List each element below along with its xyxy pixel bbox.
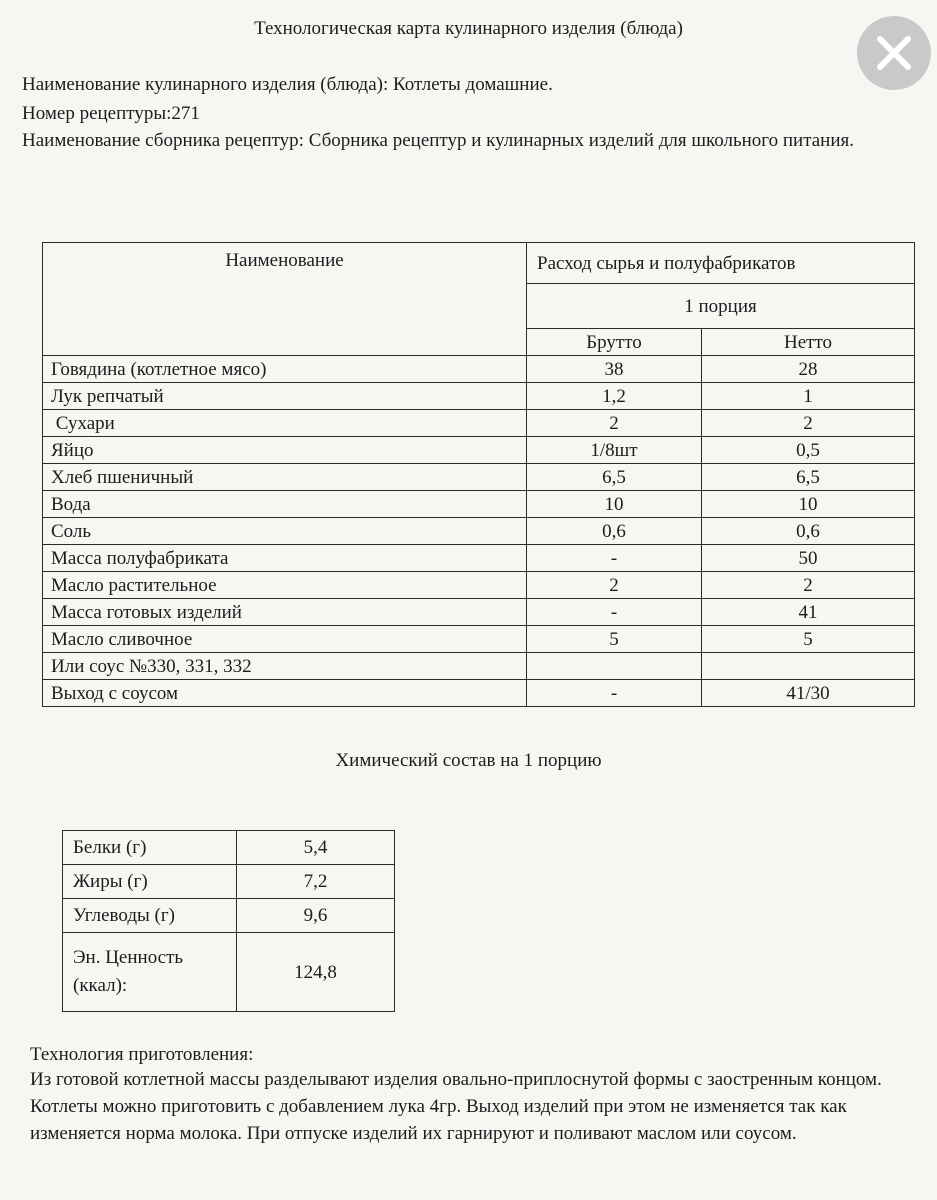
header-netto: Нетто (702, 329, 915, 356)
table-row (43, 680, 915, 707)
technology-heading: Технология приготовления: (30, 1044, 254, 1065)
brutto-value: 5 (527, 626, 702, 653)
table-row (63, 865, 395, 899)
header-portion: 1 порция (527, 284, 915, 329)
table-row (63, 831, 395, 865)
header-name: Наименование (43, 243, 527, 356)
dish-name-line: Наименование кулинарного изделия (блюда): Котлеты домашние. (22, 74, 553, 95)
header-brutto: Брутто (527, 329, 702, 356)
ingredient-name: Масса полуфабриката (43, 545, 527, 572)
energy-label (63, 933, 237, 1012)
table-row (43, 626, 915, 653)
ingredient-name: Масло растительное (43, 572, 527, 599)
table-row (43, 383, 915, 410)
document-title: Технологическая карта кулинарного изделия (блюда) (254, 18, 683, 39)
nutrient-value: 7,2 (237, 865, 395, 899)
table-row (63, 899, 395, 933)
energy-label-line2: (ккал): (73, 975, 128, 996)
brutto-value: 38 (527, 356, 702, 383)
ingredient-name: Лук репчатый (43, 383, 527, 410)
table-row (43, 653, 915, 680)
table-row (43, 437, 915, 464)
brutto-value: 6,5 (527, 464, 702, 491)
nutrient-name: Жиры (г) (63, 865, 237, 899)
netto-value: 0,6 (702, 518, 915, 545)
brutto-value: 0,6 (527, 518, 702, 545)
ingredient-name: Масло сливочное (43, 626, 527, 653)
table-row (63, 933, 395, 1012)
brutto-value: 10 (527, 491, 702, 518)
technology-text: Из готовой котлетной массы разделывают изделия овально-приплоснутой формы с заостренным концом. Котлеты можно приготовить с добавлением лука 4гр. Выход изделий при этом не изменяется так как изменяется норма молока. При отпуске изделий их гарнируют и поливают маслом или соусом. (30, 1069, 882, 1144)
brutto-value: 1/8шт (527, 437, 702, 464)
brutto-value: 1,2 (527, 383, 702, 410)
close-icon (857, 16, 931, 90)
close-button[interactable] (857, 16, 931, 90)
ingredient-name: Соль (43, 518, 527, 545)
table-row (43, 545, 915, 572)
nutrient-name: Белки (г) (63, 831, 237, 865)
recipe-collection-line: Наименование сборника рецептур: Сборника рецептур и кулинарных изделий для школьного питания. (22, 130, 855, 151)
brutto-value: - (527, 545, 702, 572)
table-row (43, 410, 915, 437)
nutrient-value: 5,4 (237, 831, 395, 865)
energy-label-line1: Эн. Ценность (73, 947, 184, 968)
netto-value: 2 (702, 410, 915, 437)
netto-value: 0,5 (702, 437, 915, 464)
table-row (43, 599, 915, 626)
table-row (43, 356, 915, 383)
netto-value: 6,5 (702, 464, 915, 491)
netto-value: 50 (702, 545, 915, 572)
recipe-number-line: Номер рецептуры:271 (22, 103, 200, 124)
table-row (43, 572, 915, 599)
netto-value: 1 (702, 383, 915, 410)
brutto-value (527, 653, 702, 680)
ingredient-name: Или соус №330, 331, 332 (43, 653, 527, 680)
brutto-value: - (527, 599, 702, 626)
brutto-value: 2 (527, 572, 702, 599)
netto-value: 28 (702, 356, 915, 383)
ingredients-table (42, 242, 915, 707)
table-row (43, 464, 915, 491)
netto-value: 10 (702, 491, 915, 518)
ingredient-name: Выход с соусом (43, 680, 527, 707)
chemical-composition-title: Химический состав на 1 порцию (335, 750, 602, 771)
netto-value: 5 (702, 626, 915, 653)
brutto-value: 2 (527, 410, 702, 437)
nutrient-name: Углеводы (г) (63, 899, 237, 933)
netto-value: 2 (702, 572, 915, 599)
netto-value: 41/30 (702, 680, 915, 707)
chemical-composition-table (62, 830, 395, 1012)
brutto-value: - (527, 680, 702, 707)
ingredient-name: Сухари (43, 410, 527, 437)
header-consumption: Расход сырья и полуфабрикатов (527, 243, 915, 284)
netto-value: 41 (702, 599, 915, 626)
ingredient-name: Масса готовых изделий (43, 599, 527, 626)
table-row (43, 491, 915, 518)
ingredient-name: Яйцо (43, 437, 527, 464)
netto-value (702, 653, 915, 680)
ingredient-name: Хлеб пшеничный (43, 464, 527, 491)
table-row (43, 518, 915, 545)
energy-value: 124,8 (237, 933, 395, 1012)
nutrient-value: 9,6 (237, 899, 395, 933)
ingredient-name: Вода (43, 491, 527, 518)
ingredient-name: Говядина (котлетное мясо) (43, 356, 527, 383)
